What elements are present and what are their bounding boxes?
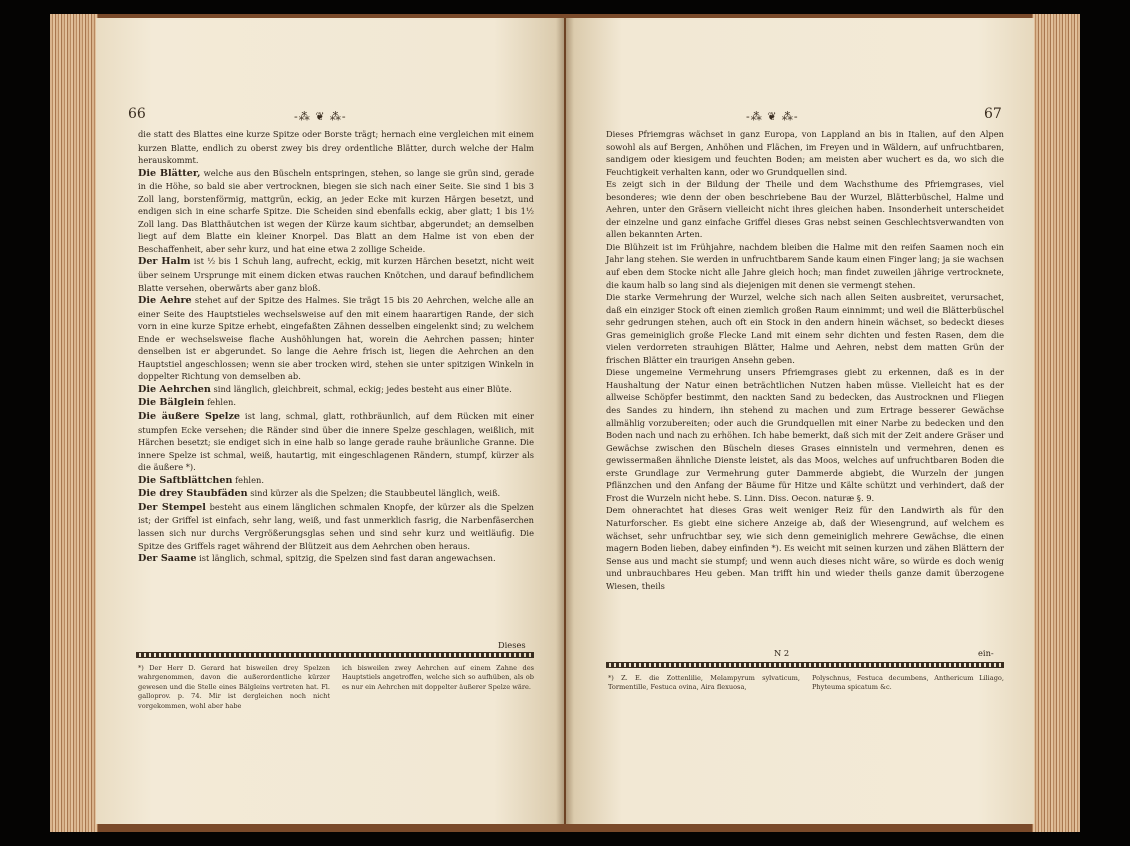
right-header-ornament: -⁂ ❦ ⁂- xyxy=(746,110,799,123)
right-paragraph: Die starke Vermehrung der Wurzel, welche sich nach allen Seiten ausbreitet, verursachet, daß ein einziger Stock oft einen ziemlich großen Raum einnimmt; und weil die Blätterbüschel sehr gedrungen stehen, auch oft ein Stock in den andern hinein wächset, so bedeckt dieses Gras gemeiniglich große Flecke Land mit einem sehr dichten und festen Rasen, dem die vielen verdorreten strauhigen Blätter, Halme und Aehren, nebst dem matten Grün der frischen Blätter ein traurigen Ansehn geben. xyxy=(606,292,1004,365)
left-paragraph: Der Saame ist länglich, schmal, spitzig, die Spelzen sind fast daran angewachsen. xyxy=(138,553,496,565)
right-page-number: 67 xyxy=(984,106,1002,122)
right-footnote-col2: Polyschnus, Festuca decumbens, Anthericum Liliago, Phyteuma spicatum &c. xyxy=(812,674,1004,692)
left-page-number: 66 xyxy=(128,106,146,122)
left-paragraph: Der Stempel besteht aus einem länglichen schmalen Knopfe, der kürzer als die Spelzen ist; der Griffel ist einfach, sehr lang, weiß, und fast unmerklich fasrig, die Narbenfäserchen lassen sich nur durchs Vergrößerungsglas sehen und sind sehr kurz und weitläufig. Die Spitze des Griffels raget während der Blützeit aus dem Aehrchen oben heraus. xyxy=(138,501,535,551)
left-paragraph: Die Aehrchen sind länglich, gleichbreit, schmal, eckig; jedes besteht aus einer Blüte. xyxy=(138,383,512,395)
left-paragraph: Der Halm ist ½ bis 1 Schuh lang, aufrecht, eckig, mit kurzen Härchen besetzt, nicht weit über seinem Ursprunge mit einem dicken etwas rauchen Knötchen, und darauf befindlichem Blatte versehen, oberwärts aber ganz bloß. xyxy=(138,256,534,293)
left-catchword: Dieses xyxy=(498,640,526,650)
left-footnote-rule xyxy=(136,652,534,658)
left-header-ornament: -⁂ ❦ ⁂- xyxy=(294,110,347,123)
right-footnote-col1: *) Z. E. die Zottenlilie, Melampyrum sylvaticum, Tormentille, Festuca ovina, Aira flexuosa, xyxy=(608,674,800,692)
right-paragraph: Die Blühzeit ist im Frühjahre, nachdem bleiben die Halme mit den reifen Saamen noch ein Jahr lang stehen. Sie werden in unfruchtbarem Sande kaum einen Finger lang; ja sie wachsen auf eben dem Stocke nicht alle Jahre gleich hoch; man findet zuweilen jährige vertrocknete, die kaum halb so lang sind als diejenigen mit denen sie vermengt stehen. xyxy=(606,241,1004,290)
right-footnote-rule xyxy=(606,662,1004,668)
right-signature-mark: N 2 xyxy=(774,648,790,658)
left-body-text xyxy=(138,128,534,566)
left-footnote-col2: ich bisweilen zwey Aehrchen auf einem Zahne des Hauptstiels angetroffen, welche sich so aufhüben, als ob es nur ein Aehrchen mit doppelter äußerer Spelze wäre. xyxy=(342,664,534,691)
left-paragraph: die statt des Blattes eine kurze Spitze oder Borste trägt; hernach eine vergleichen mit einem kurzen Blatte, endlich zu oberst zwey bis drey ordentliche Blätter, durch welche der Halm herauskommt. xyxy=(138,129,534,166)
right-paragraph: Es zeigt sich in der Bildung der Theile und dem Wachsthume des Pfriemgrases, viel besonderes; wie denn der oben beschriebene Bau der Wurzel, Blätterbüschel, Halme und Aehren, unter den Gräsern vielleicht nicht ihres gleichen haben. Insonderheit unterscheidet der einzelne und ganz einfache Griffel dieses Gras nebst seinen Geschlechtsverwandten von allen bekannten Arten. xyxy=(606,179,1004,240)
right-paragraph: Dieses Pfriemgras wächset in ganz Europa, von Lappland an bis in Italien, auf den Alpen sowohl als auf Bergen, Anhöhen und Flächen, im Freyen und in Wäldern, auf unfruchtbaren, sandigem oder kiesigem und feuchten Boden; am meisten aber wuchert es da, wo sich die Feuchtigkeit verhalten kann, oder wo Grundquellen sind. xyxy=(606,129,1004,177)
left-paragraph: Die Saftblättchen fehlen. xyxy=(138,474,264,486)
left-paragraph: Die drey Staubfäden sind kürzer als die Spelzen; die Staubbeutel länglich, weiß. xyxy=(138,488,501,500)
left-paragraph: Die Aehre stehet auf der Spitze des Halmes. Sie trägt 15 bis 20 Aehrchen, welche alle an einer Seite des Hauptstieles wechselsweise auf den mit einem haarartigen Rande, der sich vorn in eine kurze Spitze erhebt, eingefaßten Zähnen desselben eingelenkt sind; zu welchem Ende er wechselsweise flache Aushöhlungen hat, worein die Aehrchen passen; hinter denselben ist er abgerundet. So lange die Aehre frisch ist, liegen die Aehrchen an den Hauptstiel angeschlossen; wenn sie aber trocken wird, stehen sie unter spitzigen Winkeln in doppelter Richtung von demselben ab. xyxy=(138,295,535,382)
left-paragraph: Die Bälglein fehlen. xyxy=(138,397,236,409)
left-paragraph: Die Blätter, welche aus den Büscheln entspringen, stehen, so lange sie grün sind, gerade in die Höhe, so bald sie aber vertrocknen, biegen sie sich nach einer Seite. Sie sind 1 bis 3 Zoll lang, borstenförmig, mattgrün, eckig, an jeder Ecke mit kurzen Härgen besetzt, und endigen sich in eine scharfe Spitze. Die Scheiden sind ebenfalls eckig, aber glatt; 1 bis 1½ Zoll lang. Das Blatthäutchen ist wegen der Kürze kaum sichtbar, abgerundet; an demselben liegt auf dem Blatte ein kleiner Knorpel. Das Blatt an dem Halme ist von eben der Beschaffenheit, aber sehr kurz, und hat eine etwa 2 zollige Scheide. xyxy=(138,167,535,254)
book-gutter xyxy=(556,18,574,824)
right-catchword: ein- xyxy=(978,648,994,658)
left-page xyxy=(96,18,564,824)
page-edges-left xyxy=(50,14,98,832)
left-footnote-col1: *) Der Herr D. Gerard hat bisweilen drey Spelzen wahrgenommen, davon die außerordentliche kürzer gewesen und die Stelle eines Bälgleins vertreten hat. Fl. galloprov. p. 74. Mir ist dergleichen noch nicht vorgekommen, wohl aber habe xyxy=(138,664,330,710)
right-paragraph: Diese ungemeine Vermehrung unsers Pfriemgrases giebt zu erkennen, daß es in der Haushaltung der Natur einen beträchtlichen Nutzen haben müsse. Vielleicht hat es der allweise Schöpfer bestimmt, den nackten Sand zu bedecken, das Austrocknen und Fliegen des Sandes zu hindern, ihn stehend zu machen und zum Ertrage besserer Gewächse allmählig vorzubereiten; oder auch die Grundquellen mit einer Narbe zu bedecken und den Boden nach und nach zu erhöhen. Ich habe bemerkt, daß sich mit der Zeit andere Gräser und Gewächse zwischen den Büscheln dieses Grases einnisteln und vermehren, denen es gewissermaßen ähnliche Dienste leistet, als das Moos, welches auf unfruchtbaren Boden die erste Grundlage zur Vermehrung guter Dammerde abgiebt, die Wurzeln der jungen Pflänzchen und den Anfang der Bäume für Hitze und Kälte schützt und verhindert, daß der Frost die Wurzeln nicht hebe. S. Linn. Diss. Oecon. naturæ §. 9. xyxy=(606,367,1004,503)
right-page xyxy=(566,18,1034,824)
left-paragraph: Die äußere Spelze ist lang, schmal, glatt, rothbräunlich, auf dem Rücken mit einer stumpfen Ecke versehen; die Ränder sind über die innere Spelze geschlagen, weißlich, mit Härchen besetzt; sie endiget sich in eine halb so lange gerade rauhe bräunliche Granne. Die innere Spelze ist schmal, weiß, hautartig, mit eingeschlagenen Rändern, stumpf, kürzer als die äußere *). xyxy=(138,411,534,473)
page-edges-right xyxy=(1032,14,1080,832)
right-body-text xyxy=(606,128,1004,592)
right-paragraph: Dem ohnerachtet hat dieses Gras weit weniger Reiz für den Landwirth als für den Naturforscher. Es giebt eine sichere Anzeige ab, daß der Wiesengrund, auf welchem es wächset, sehr unfruchtbar sey, wie sich denn gemeiniglich mehrere Gewächse, die einen magern Boden lieben, dabey einfinden *). Es weicht mit seinen kurzen und zähen Blättern der Sense aus und macht sie stumpf; und wenn auch dieses nicht wäre, so würde es doch wenig und unbrauchbares Heu geben. Man trifft hin und wieder theils ganze damit überzogene Wiesen, theils xyxy=(606,505,1004,591)
